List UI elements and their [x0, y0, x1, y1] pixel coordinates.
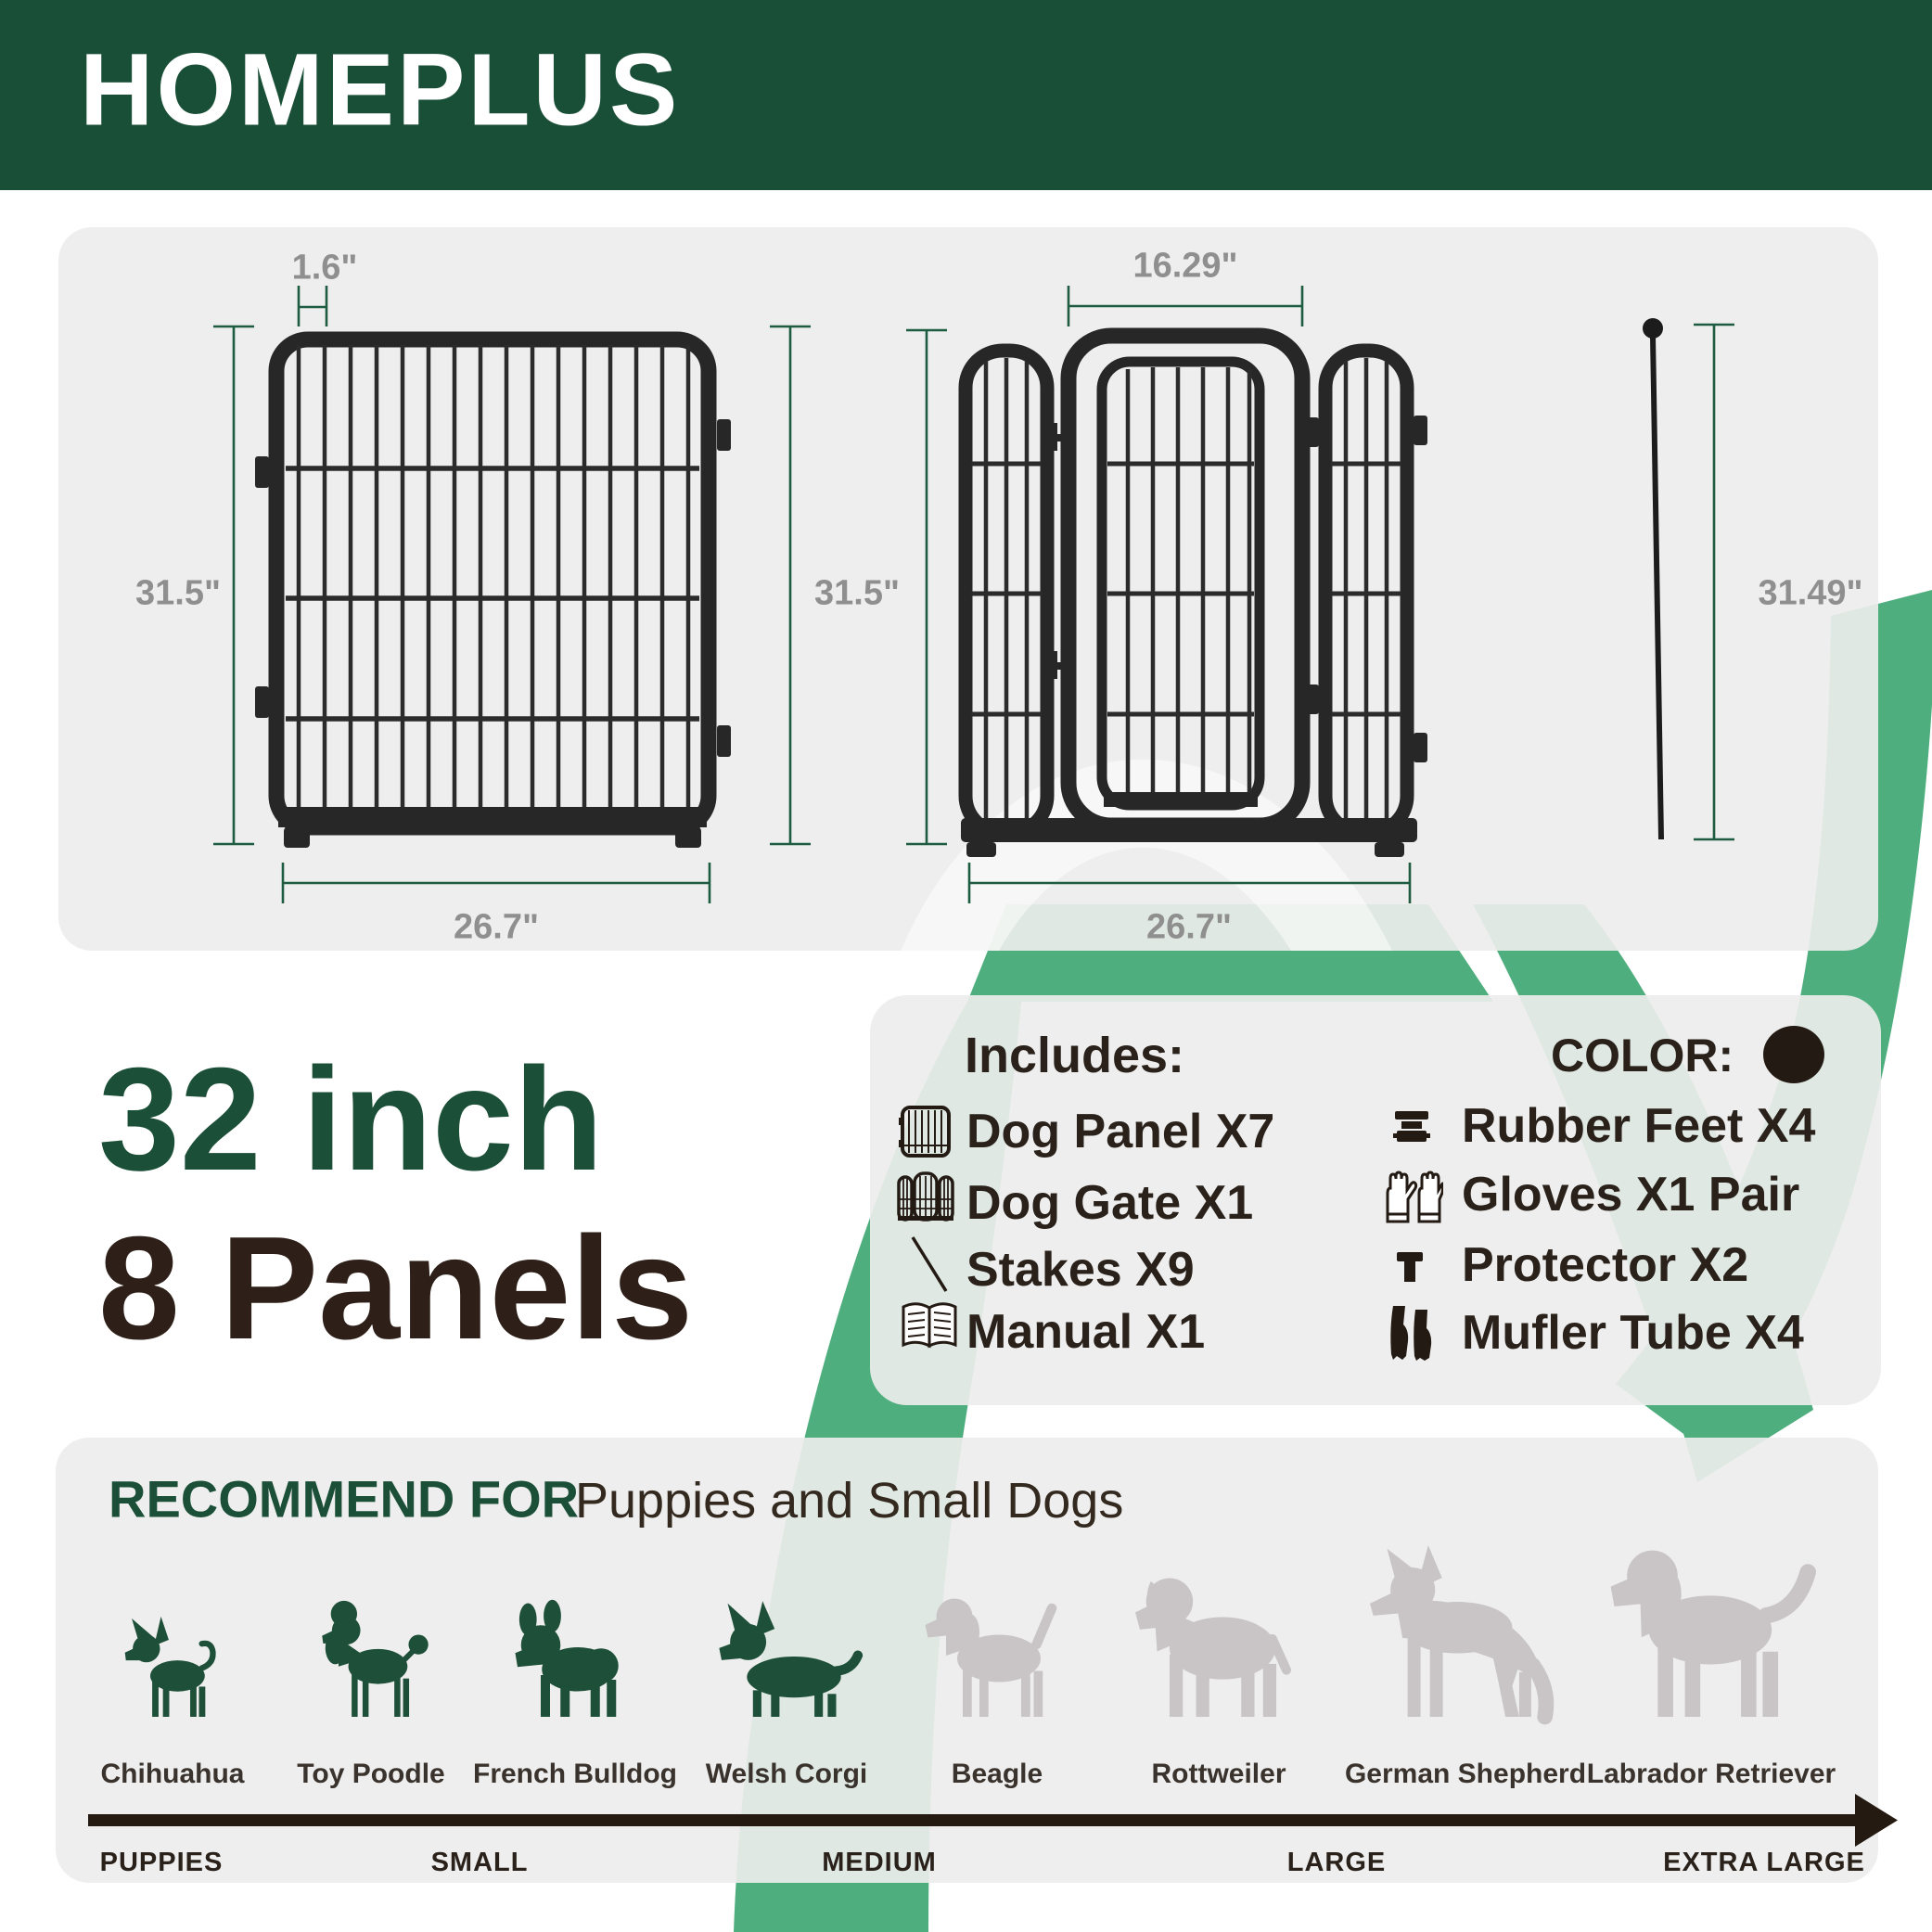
recommend-title: RECOMMEND FOR: [109, 1469, 580, 1529]
rubber-feet-icon: [1391, 1109, 1432, 1146]
gloves-icon: [1380, 1170, 1443, 1223]
scale-label-small: SMALL: [430, 1848, 529, 1877]
include-item-protector: Protector X2: [1462, 1237, 1749, 1292]
dog-gate-icon: [896, 1171, 955, 1222]
dog-name-toy-poodle: Toy Poodle: [297, 1759, 445, 1789]
dog-name-beagle: Beagle: [951, 1759, 1043, 1789]
color-label: COLOR:: [1551, 1030, 1734, 1081]
include-item-stakes: Stakes X9: [966, 1242, 1195, 1297]
dim-panel-height-right: 31.5": [814, 573, 900, 613]
stakes-icon: [907, 1234, 952, 1295]
dog-name-rottweiler: Rottweiler: [1151, 1759, 1286, 1789]
protector-icon: [1397, 1252, 1423, 1282]
recommend-subtitle: Puppies and Small Dogs: [575, 1473, 1124, 1529]
scale-label-large: LARGE: [1286, 1848, 1387, 1877]
dim-panel-height-left: 31.5": [135, 573, 221, 613]
includes-title: Includes:: [965, 1028, 1185, 1083]
dog-name-french-bulldog: French Bulldog: [473, 1759, 677, 1789]
dim-door-width: 16.29": [1132, 246, 1238, 286]
color-swatch-black: [1760, 1024, 1827, 1085]
dim-stake-height: 31.49": [1758, 573, 1863, 613]
include-item-mufler-tube: Mufler Tube X4: [1462, 1305, 1804, 1360]
dog-panel-icon: [898, 1105, 953, 1158]
include-item-dog-panel: Dog Panel X7: [966, 1104, 1275, 1158]
scale-label-medium: MEDIUM: [822, 1848, 937, 1877]
dog-name-german-shepherd: German Shepherd: [1344, 1759, 1587, 1789]
dog-name-welsh-corgi: Welsh Corgi: [705, 1759, 868, 1789]
headline-size: 32 inch: [98, 1038, 604, 1201]
manual-icon: [900, 1302, 959, 1350]
dim-panel-width: 26.7": [454, 907, 539, 947]
scale-label-puppies: PUPPIES: [99, 1848, 224, 1877]
mufler-tube-icon: [1389, 1304, 1436, 1362]
dog-name-labrador-retriever: Labrador Retriever: [1586, 1759, 1836, 1789]
dim-gate-width: 26.7": [1146, 907, 1232, 947]
include-item-gloves: Gloves X1 Pair: [1462, 1167, 1800, 1222]
include-item-manual: Manual X1: [966, 1304, 1206, 1359]
brand-logo: HOMEPLUS: [80, 32, 681, 147]
headline-panels: 8 Panels: [98, 1207, 694, 1370]
include-item-dog-gate: Dog Gate X1: [966, 1175, 1254, 1230]
scale-label-extra-large: EXTRA LARGE: [1663, 1848, 1865, 1877]
dim-bar-spacing: 1.6": [291, 248, 358, 288]
dog-name-chihuahua: Chihuahua: [100, 1759, 245, 1789]
include-item-rubber-feet: Rubber Feet X4: [1462, 1098, 1816, 1153]
